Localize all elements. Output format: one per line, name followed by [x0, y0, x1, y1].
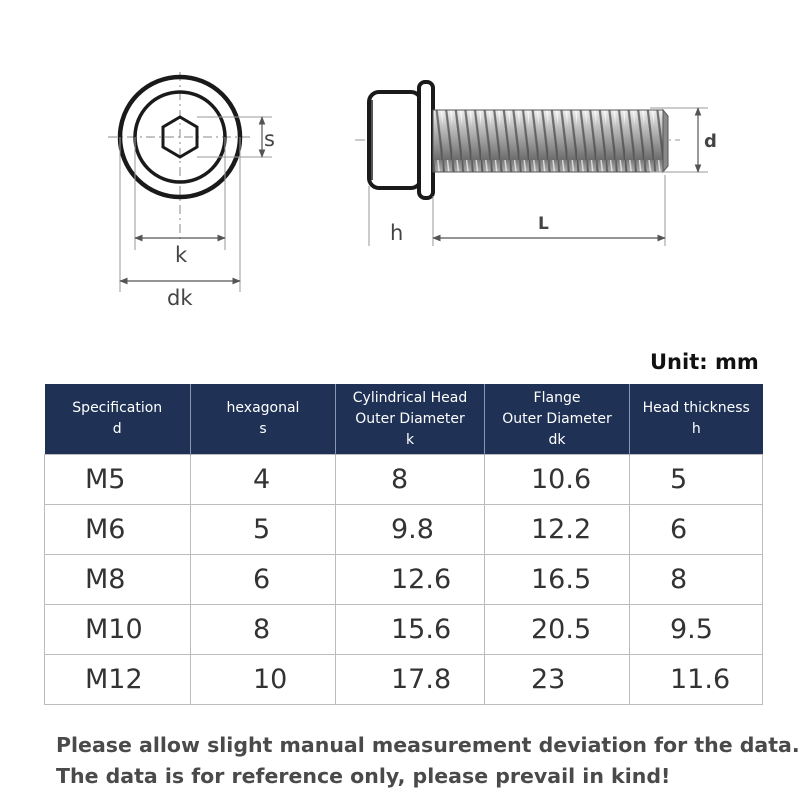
cell-hexagonal: 5 [191, 505, 336, 555]
header-symbol: d [112, 421, 122, 437]
side-view [355, 82, 717, 246]
table-row [45, 655, 763, 705]
technical-drawing [0, 0, 800, 340]
header-head-thickness [630, 384, 763, 455]
cell-flange-diameter: 10.6 [485, 455, 630, 505]
cell-flange-diameter: 23 [485, 655, 630, 705]
table-row [45, 605, 763, 655]
header-line: Cylindrical Head [352, 389, 468, 406]
cell-flange-diameter: 16.5 [485, 555, 630, 605]
header-specification [45, 384, 191, 455]
L-label: L [538, 214, 549, 234]
header-line: Flange [533, 389, 581, 406]
s-label: s [264, 127, 275, 151]
cell-head-diameter: 17.8 [336, 655, 485, 705]
cell-head-thickness: 6 [630, 505, 763, 555]
cell-flange-diameter: 12.2 [485, 505, 630, 555]
cell-spec: M8 [45, 555, 191, 605]
table-row [45, 555, 763, 605]
unit-label: Unit: mm [650, 350, 759, 374]
header-hexagonal [191, 384, 336, 455]
header-line: hexagonal [226, 400, 300, 416]
dk-label: dk [167, 286, 193, 310]
cell-hexagonal: 8 [191, 605, 336, 655]
header-symbol: h [691, 421, 701, 437]
header-symbol: k [405, 431, 415, 448]
cell-head-diameter: 8 [336, 455, 485, 505]
cell-head-diameter: 15.6 [336, 605, 485, 655]
cell-hexagonal: 10 [191, 655, 336, 705]
threaded-shank [433, 110, 663, 172]
cell-head-diameter: 9.8 [336, 505, 485, 555]
header-symbol: dk [548, 431, 566, 448]
cell-spec: M10 [45, 605, 191, 655]
note-line: The data is for reference only, please prevail in kind! [56, 764, 671, 788]
cell-head-thickness: 11.6 [630, 655, 763, 705]
d-label: d [704, 131, 717, 152]
bolt-flange [419, 82, 433, 198]
spec-table [44, 384, 763, 705]
header-line: Outer Diameter [355, 410, 465, 427]
cell-head-diameter: 12.6 [336, 555, 485, 605]
cell-hexagonal: 6 [191, 555, 336, 605]
front-view [108, 72, 275, 310]
header-line: Specification [72, 400, 163, 416]
cell-head-thickness: 8 [630, 555, 763, 605]
cell-spec: M6 [45, 505, 191, 555]
cell-flange-diameter: 20.5 [485, 605, 630, 655]
table-row [45, 455, 763, 505]
cell-head-thickness: 9.5 [630, 605, 763, 655]
header-line: Outer Diameter [502, 410, 612, 427]
header-line: Head thickness [642, 400, 750, 416]
cell-head-thickness: 5 [630, 455, 763, 505]
header-cylindrical-head [336, 384, 485, 455]
table-row [45, 505, 763, 555]
k-label: k [175, 243, 188, 267]
cell-spec: M5 [45, 455, 191, 505]
note-line: Please allow slight manual measurement deviation for the data. [56, 733, 800, 757]
bolt-head [369, 92, 421, 188]
disclaimer-notes [56, 730, 800, 792]
header-symbol: s [259, 421, 267, 437]
cell-spec: M12 [45, 655, 191, 705]
h-label: h [390, 221, 404, 245]
cell-hexagonal: 4 [191, 455, 336, 505]
header-flange [485, 384, 630, 455]
table-header-row [45, 384, 763, 455]
